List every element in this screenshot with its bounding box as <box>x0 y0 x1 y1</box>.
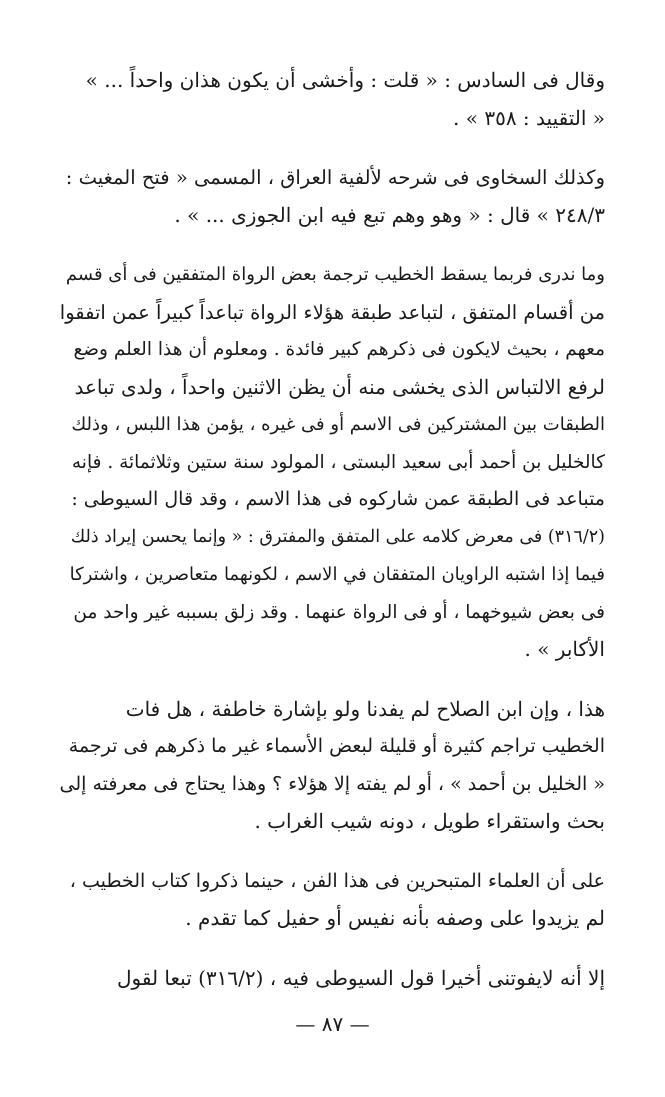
text-line: إلا أنه لايفوتنى أخيرا قول السيوطى فيه ، (٣١٦/٢) تبعا لقول <box>116 965 605 990</box>
text-line: « الخليل بن أحمد » ، أو لم يفته إلا هؤلاء ؟ وهذا يحتاج فى معرفته إلى <box>59 772 605 795</box>
text-line: وما ندرى فربما يسقط الخطيب ترجمة بعض الرواة المتفقين فى أى قسم <box>65 264 605 285</box>
text-line: الخطيب تراجم كثيرة أو قليلة لبعض الأسماء غير ما ذكرهم فى ترجمة <box>68 735 605 757</box>
page-number: — ٨٧ — <box>295 1012 370 1036</box>
paragraph-2 <box>60 159 605 234</box>
paragraph-5 <box>60 863 605 938</box>
paragraph-1 <box>60 62 605 137</box>
text-line: وكذلك السخاوى فى شرحه لألفية العراق ، المسمى « فتح المغيث : <box>65 166 605 189</box>
document-page <box>60 62 605 1037</box>
text-line: الأكابر » . <box>524 637 605 661</box>
text-line: وقال فى السادس : « قلت : وأخشى أن يكون هذان واحداً ... » <box>85 68 605 92</box>
text-line: فيما إذا اشتبه الراويان المتفقان في الاسم ، لكونهما متعاصرين ، واشتركا <box>69 564 605 585</box>
text-line: لم يزيدوا على وصفه بأنه نفيس أو حفيل كما تقدم . <box>185 906 605 930</box>
text-line: معهم ، بحيث لايكون فى ذكرهم كبير فائدة . ومعلوم أن هذا العلم وضع <box>73 339 605 360</box>
paragraph-6 <box>60 960 605 998</box>
text-line: من أقسام المتفق ، لتباعد طبقة هؤلاء الرواة تباعداً كبيراً عمن اتفقوا <box>59 300 605 324</box>
text-line: « التقييد : ٣٥٨ » . <box>453 105 605 130</box>
text-line: (٣١٦/٢) فى معرض كلامه على المتفق والمفترق : « وإنما يحسن إيراد ذلك <box>70 526 605 547</box>
paragraph-3 <box>60 256 605 669</box>
text-line: هذا ، وإن ابن الصلاح لم يفدنا ولو بإشارة خاطفة ، هل فات <box>125 696 605 721</box>
text-line: لرفع الالتباس الذى يخشى منه أن يظن الاثنين واحداً ، ولدى تباعد <box>74 374 605 399</box>
text-line: متباعد فى الطبقة عمن شاركوه فى هذا الاسم ، وقد قال السيوطى : <box>71 488 605 510</box>
text-line: بحث واستقراء طويل ، دونه شيب الغراب . <box>254 809 605 833</box>
text-line: كالخليل بن أحمد أبى سعيد البستى ، المولود سنة ستين وثلاثمائة . فإنه <box>71 451 605 473</box>
paragraph-4 <box>60 691 605 841</box>
text-line: الطبقات بين المشتركين فى الاسم أو فى غيره ، يؤمن هذا اللبس ، وذلك <box>71 414 605 435</box>
text-line: على أن العلماء المتبحرين فى هذا الفن ، حينما ذكروا كتاب الخطيب ، <box>69 869 605 892</box>
text-line: فى بعض شيوخهما ، أو فى الرواة عنهما . وقد زلق بسببه غير واحد من <box>73 601 605 623</box>
text-line: ٢٤٨/٣ » قال : « وهو وهم تبع فيه ابن الجوزى ... » . <box>174 202 605 227</box>
